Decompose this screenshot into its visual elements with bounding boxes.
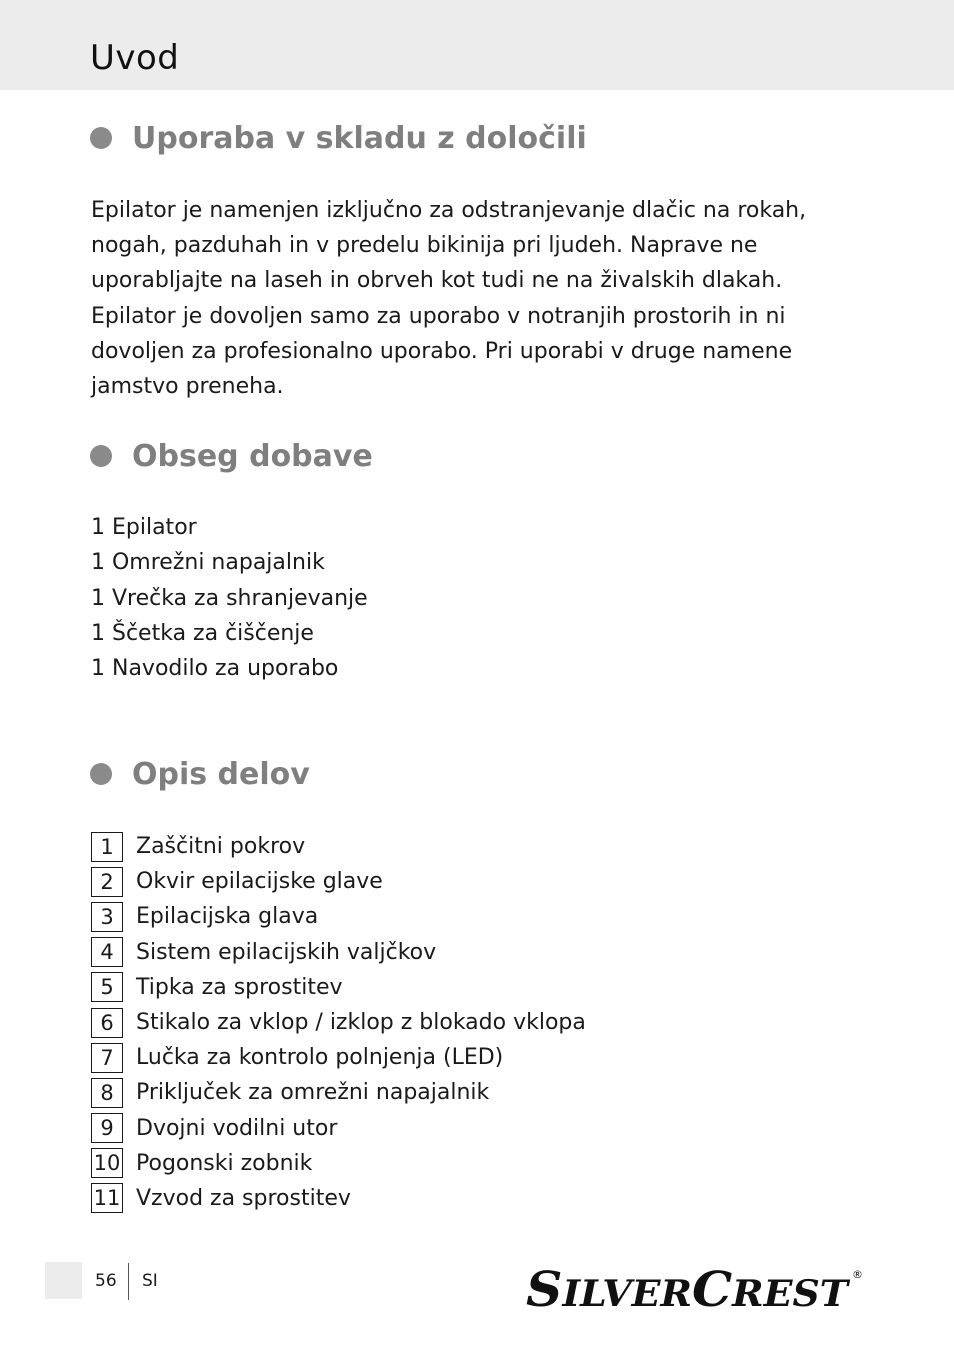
parts-list — [91, 829, 586, 1216]
footer-marker — [45, 1262, 82, 1299]
part-item — [91, 970, 586, 1005]
part-label: Epilacijska glava — [136, 904, 319, 930]
part-item — [91, 935, 586, 970]
intended-use-paragraph: Epilator je namenjen izključno za odstranjevanje dlačic na rokah, nogah, pazduhah in v predelu bikinija pri ljudeh. Naprave ne uporabljajte na laseh in obrveh kot tudi ne na živalskih dlakah. Epilator je dovoljen samo za uporabo v notranjih prostorih in ni dovoljen za profesionalno uporabo. Pri uporabi v druge namene jamstvo preneha. — [91, 198, 807, 400]
part-number: 7 — [91, 1043, 123, 1073]
part-item — [91, 899, 586, 934]
section-title: Uporaba v skladu z določili — [132, 120, 587, 156]
part-item — [91, 1111, 586, 1146]
part-item — [91, 1075, 586, 1110]
part-label: Lučka za kontrolo polnjenja (LED) — [136, 1045, 504, 1071]
part-number: 9 — [91, 1113, 123, 1143]
page-title: Uvod — [90, 38, 180, 78]
part-label: Vzvod za sprostitev — [136, 1185, 351, 1211]
part-number: 10 — [91, 1148, 123, 1178]
section-heading-parts-description — [90, 754, 310, 794]
part-label: Pogonski zobnik — [136, 1150, 313, 1176]
part-item — [91, 1146, 586, 1181]
bullet-icon — [90, 445, 112, 467]
part-number: 2 — [91, 867, 123, 897]
section-title: Obseg dobave — [132, 438, 373, 474]
page-number: 56 — [95, 1271, 117, 1291]
part-number: 1 — [91, 832, 123, 862]
list-item: 1 Omrežni napajalnik — [91, 550, 325, 576]
package-contents-list — [91, 510, 368, 686]
registered-mark: ® — [852, 1268, 863, 1281]
part-number: 11 — [91, 1183, 123, 1213]
language-code: SI — [142, 1271, 158, 1291]
list-item: 1 Navodilo za uporabo — [91, 656, 339, 682]
part-number: 8 — [91, 1078, 123, 1108]
section-heading-intended-use — [90, 118, 587, 158]
part-item — [91, 1181, 586, 1216]
part-label: Stikalo za vklop / izklop z blokado vklopa — [136, 1010, 586, 1036]
footer-divider — [128, 1263, 129, 1300]
part-item — [91, 864, 586, 899]
list-item: 1 Epilator — [91, 515, 197, 540]
section-heading-package-contents — [90, 436, 373, 476]
part-number: 5 — [91, 972, 123, 1002]
part-label: Dvojni vodilni utor — [136, 1115, 338, 1141]
part-label: Tipka za sprostitev — [136, 974, 343, 1000]
bullet-icon — [90, 763, 112, 785]
bullet-icon — [90, 127, 112, 149]
part-item — [91, 1040, 586, 1075]
part-item — [91, 1005, 586, 1040]
part-number: 6 — [91, 1008, 123, 1038]
part-label: Okvir epilacijske glave — [136, 869, 383, 895]
list-item: 1 Vrečka za shranjevanje — [91, 585, 368, 611]
part-number: 4 — [91, 937, 123, 967]
svg-text:SILVERCREST: SILVER CREST — [526, 1262, 843, 1310]
silvercrest-logo — [526, 1262, 866, 1310]
part-item — [91, 829, 586, 864]
section-title: Opis delov — [132, 756, 310, 792]
part-label: Priključek za omrežni napajalnik — [136, 1080, 490, 1106]
list-item: 1 Ščetka za čiščenje — [91, 620, 314, 646]
part-label: Zaščitni pokrov — [136, 834, 306, 860]
part-number: 3 — [91, 902, 123, 932]
part-label: Sistem epilacijskih valjčkov — [136, 939, 437, 965]
